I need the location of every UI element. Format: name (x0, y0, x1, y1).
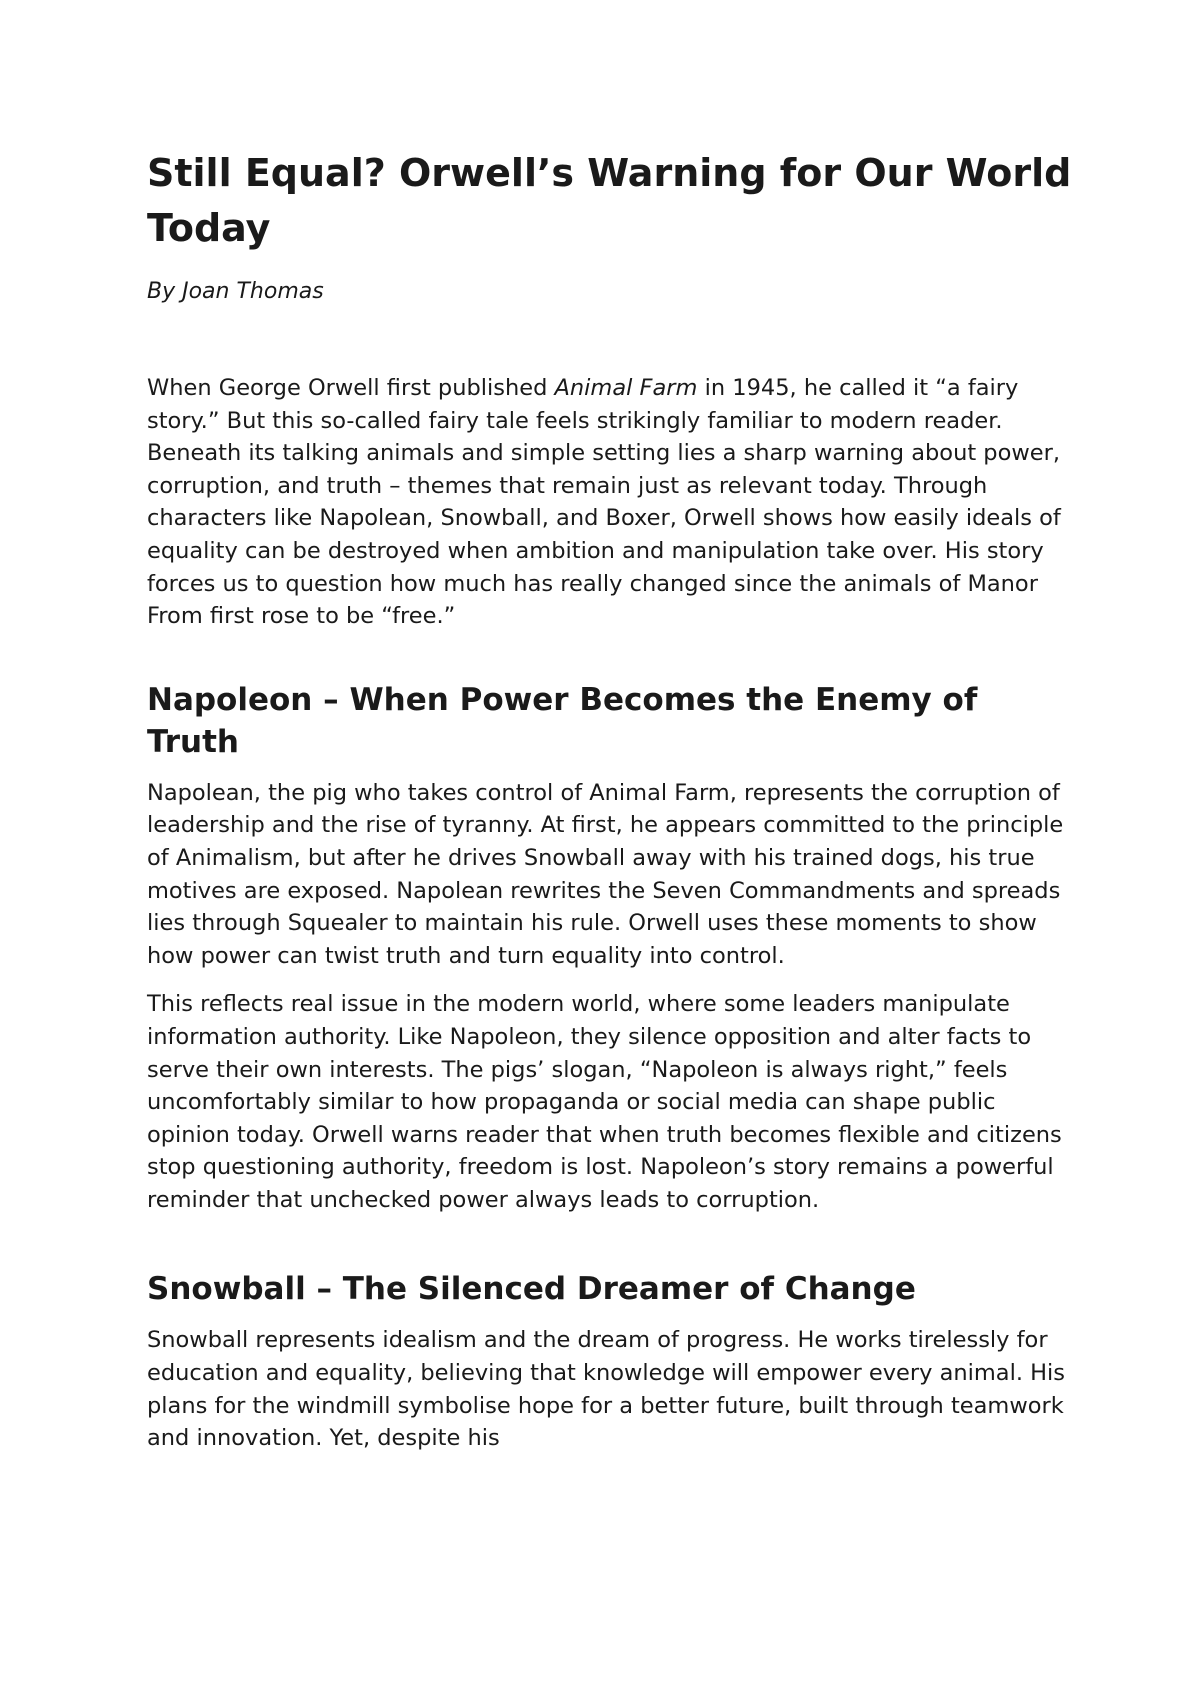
intro-text-start: When George Orwell first published (147, 375, 555, 401)
napoleon-paragraph-2: This reflects real issue in the modern world, where some leaders manipulate information authority. Like Napoleon, they silence opposition and alter facts to serve their own interests. The pigs’ slogan, “Napoleon is always right,” feels uncomfortably similar to how propaganda or social media can shape public opinion today. Orwell warns reader that when truth becomes flexible and citizens stop questioning authority, freedom is lost. Napoleon’s story remains a powerful reminder that unchecked power always leads to corruption. (147, 991, 1062, 1213)
document-page (147, 146, 1077, 1455)
section-heading-napoleon: Napoleon – When Power Becomes the Enemy of Truth (147, 681, 978, 760)
article-byline: By Joan Thomas (147, 279, 324, 304)
article-title: Still Equal? Orwell’s Warning for Our World Today (147, 151, 1072, 250)
napoleon-paragraph-1: Napolean, the pig who takes control of Animal Farm, represents the corruption of leadership and the rise of tyranny. At first, he appears committed to the principle of Animalism, but after he drives Snowball away with his trained dogs, his true motives are exposed. Napolean rewrites the Seven Commandments and spreads lies through Squealer to maintain his rule. Orwell uses these moments to show how power can twist truth and turn equality into control. (147, 779, 1064, 969)
snowball-paragraph-1: Snowball represents idealism and the dream of progress. He works tirelessly for education and equality, believing that knowledge will empower every animal. His plans for the windmill symbolise hope for a better future, built through teamwork and innovation. Yet, despite his (147, 1327, 1066, 1452)
section-heading-snowball: Snowball – The Silenced Dreamer of Change (147, 1271, 916, 1308)
book-title-italic: Animal Farm (554, 375, 698, 401)
intro-text-end: in 1945, he called it “a fairy story.” But this so-called fairy tale feels strikingly familiar to modern reader. Beneath its talking animals and simple setting lies a sharp warning about power, corruption, and truth – themes that remain just as relevant today. Through characters like Napolean, Snowball, and Boxer, Orwell shows how easily ideals of equality can be destroyed when ambition and manipulation take over. His story forces us to question how much has really changed since the animals of Manor From first rose to be “free.” (147, 375, 1061, 630)
intro-paragraph (147, 372, 1077, 633)
